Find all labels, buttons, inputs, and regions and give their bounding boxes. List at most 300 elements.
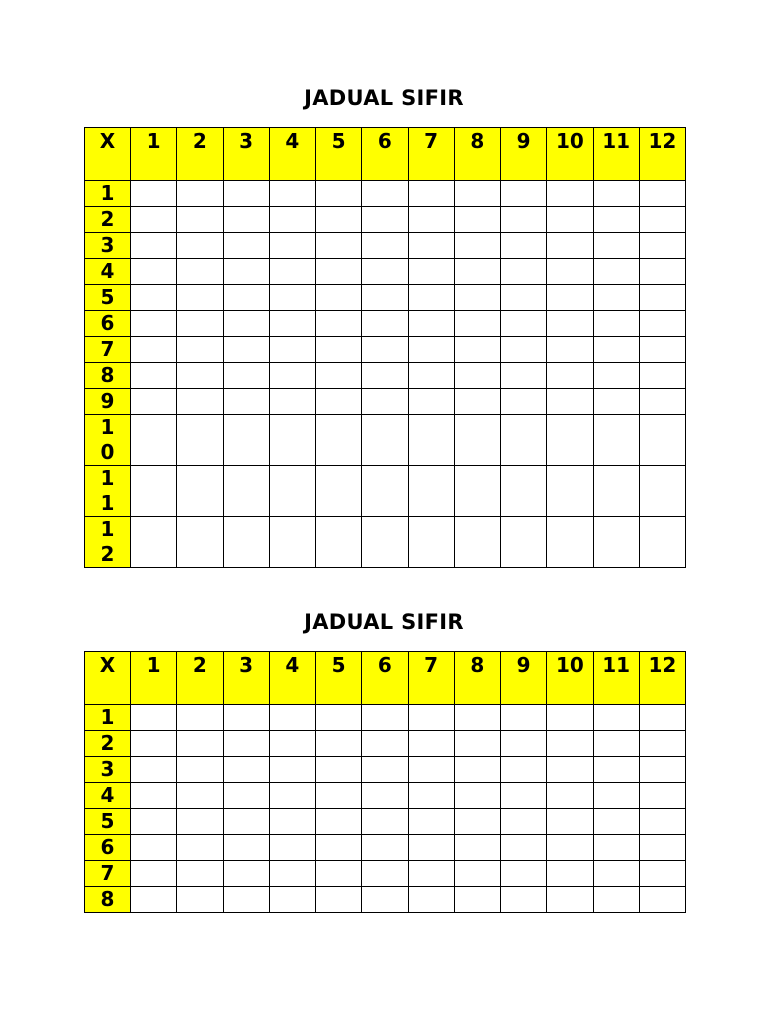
answer-cell[interactable] <box>639 757 685 783</box>
answer-cell[interactable] <box>408 181 454 207</box>
answer-cell[interactable] <box>408 311 454 337</box>
table-row <box>85 517 686 568</box>
answer-cell[interactable] <box>362 466 408 517</box>
answer-cell[interactable] <box>639 415 685 466</box>
answer-cell[interactable] <box>362 861 408 887</box>
answer-cell[interactable] <box>223 415 269 466</box>
answer-cell[interactable] <box>501 809 547 835</box>
answer-cell[interactable] <box>223 757 269 783</box>
answer-cell[interactable] <box>269 207 315 233</box>
answer-cell[interactable] <box>593 731 639 757</box>
answer-cell[interactable] <box>269 757 315 783</box>
answer-cell[interactable] <box>269 415 315 466</box>
answer-cell[interactable] <box>639 337 685 363</box>
answer-cell[interactable] <box>454 466 500 517</box>
answer-cell[interactable] <box>639 731 685 757</box>
row-header: 3 <box>85 233 131 259</box>
column-header: 3 <box>223 128 269 181</box>
answer-cell[interactable] <box>639 861 685 887</box>
answer-cell[interactable] <box>593 285 639 311</box>
answer-cell[interactable] <box>269 285 315 311</box>
answer-cell[interactable] <box>454 181 500 207</box>
answer-cell[interactable] <box>269 835 315 861</box>
answer-cell[interactable] <box>177 783 223 809</box>
answer-cell[interactable] <box>639 783 685 809</box>
answer-cell[interactable] <box>639 809 685 835</box>
answer-cell[interactable] <box>501 207 547 233</box>
table-row <box>85 705 686 731</box>
answer-cell[interactable] <box>454 783 500 809</box>
answer-cell[interactable] <box>408 783 454 809</box>
row-header: 1 <box>85 181 131 207</box>
answer-cell[interactable] <box>639 259 685 285</box>
answer-cell[interactable] <box>269 233 315 259</box>
answer-cell[interactable] <box>223 835 269 861</box>
answer-cell[interactable] <box>593 181 639 207</box>
answer-cell[interactable] <box>362 783 408 809</box>
answer-cell[interactable] <box>362 389 408 415</box>
answer-cell[interactable] <box>547 466 593 517</box>
column-header: 5 <box>316 128 362 181</box>
answer-cell[interactable] <box>501 233 547 259</box>
answer-cell[interactable] <box>362 233 408 259</box>
answer-cell[interactable] <box>639 517 685 568</box>
answer-cell[interactable] <box>269 783 315 809</box>
answer-cell[interactable] <box>316 861 362 887</box>
answer-cell[interactable] <box>223 337 269 363</box>
answer-cell[interactable] <box>547 285 593 311</box>
answer-cell[interactable] <box>269 809 315 835</box>
table-row <box>85 233 686 259</box>
table-row <box>85 783 686 809</box>
answer-cell[interactable] <box>269 861 315 887</box>
answer-cell[interactable] <box>316 466 362 517</box>
answer-cell[interactable] <box>547 705 593 731</box>
answer-cell[interactable] <box>223 783 269 809</box>
answer-cell[interactable] <box>177 259 223 285</box>
answer-cell[interactable] <box>131 835 177 861</box>
answer-cell[interactable] <box>547 415 593 466</box>
answer-cell[interactable] <box>547 181 593 207</box>
answer-cell[interactable] <box>501 783 547 809</box>
answer-cell[interactable] <box>593 233 639 259</box>
row-header: 6 <box>85 311 131 337</box>
table-row <box>85 887 686 913</box>
answer-cell[interactable] <box>593 466 639 517</box>
answer-cell[interactable] <box>593 363 639 389</box>
answer-cell[interactable] <box>408 835 454 861</box>
answer-cell[interactable] <box>454 259 500 285</box>
answer-cell[interactable] <box>223 887 269 913</box>
table-row <box>85 337 686 363</box>
answer-cell[interactable] <box>501 731 547 757</box>
answer-cell[interactable] <box>177 363 223 389</box>
answer-cell[interactable] <box>547 233 593 259</box>
table-row <box>85 285 686 311</box>
answer-cell[interactable] <box>408 259 454 285</box>
answer-cell[interactable] <box>223 705 269 731</box>
table-row <box>85 757 686 783</box>
answer-cell[interactable] <box>316 259 362 285</box>
table-row <box>85 389 686 415</box>
answer-cell[interactable] <box>547 887 593 913</box>
answer-cell[interactable] <box>362 363 408 389</box>
answer-cell[interactable] <box>316 311 362 337</box>
answer-cell[interactable] <box>177 233 223 259</box>
answer-cell[interactable] <box>408 809 454 835</box>
answer-cell[interactable] <box>593 809 639 835</box>
answer-cell[interactable] <box>362 337 408 363</box>
answer-cell[interactable] <box>362 181 408 207</box>
answer-cell[interactable] <box>131 783 177 809</box>
answer-cell[interactable] <box>408 415 454 466</box>
answer-cell[interactable] <box>316 731 362 757</box>
answer-cell[interactable] <box>177 466 223 517</box>
answer-cell[interactable] <box>131 731 177 757</box>
answer-cell[interactable] <box>316 783 362 809</box>
column-header: 9 <box>501 128 547 181</box>
answer-cell[interactable] <box>639 285 685 311</box>
answer-cell[interactable] <box>501 835 547 861</box>
column-header: 2 <box>177 652 223 705</box>
answer-cell[interactable] <box>177 757 223 783</box>
answer-cell[interactable] <box>131 466 177 517</box>
row-header: 2 <box>85 207 131 233</box>
answer-cell[interactable] <box>362 259 408 285</box>
answer-cell[interactable] <box>177 887 223 913</box>
table-row <box>85 207 686 233</box>
answer-cell[interactable] <box>408 757 454 783</box>
answer-cell[interactable] <box>547 389 593 415</box>
answer-cell[interactable] <box>593 517 639 568</box>
answer-cell[interactable] <box>593 311 639 337</box>
answer-cell[interactable] <box>316 389 362 415</box>
answer-cell[interactable] <box>408 363 454 389</box>
answer-cell[interactable] <box>269 705 315 731</box>
answer-cell[interactable] <box>501 363 547 389</box>
row-header: 4 <box>85 259 131 285</box>
column-header: 10 <box>547 128 593 181</box>
answer-cell[interactable] <box>547 835 593 861</box>
table-row <box>85 731 686 757</box>
answer-cell[interactable] <box>269 887 315 913</box>
answer-cell[interactable] <box>501 259 547 285</box>
column-header: 1 <box>131 652 177 705</box>
answer-cell[interactable] <box>408 285 454 311</box>
answer-cell[interactable] <box>223 181 269 207</box>
answer-cell[interactable] <box>316 809 362 835</box>
answer-cell[interactable] <box>408 389 454 415</box>
answer-cell[interactable] <box>131 311 177 337</box>
answer-cell[interactable] <box>593 887 639 913</box>
answer-cell[interactable] <box>639 233 685 259</box>
answer-cell[interactable] <box>639 887 685 913</box>
answer-cell[interactable] <box>454 207 500 233</box>
answer-cell[interactable] <box>408 731 454 757</box>
page-title: JADUAL SIFIR <box>304 86 464 110</box>
answer-cell[interactable] <box>223 363 269 389</box>
answer-cell[interactable] <box>131 861 177 887</box>
answer-cell[interactable] <box>131 285 177 311</box>
table-row <box>85 181 686 207</box>
answer-cell[interactable] <box>131 415 177 466</box>
row-header: 7 <box>85 337 131 363</box>
answer-cell[interactable] <box>269 181 315 207</box>
answer-cell[interactable] <box>177 809 223 835</box>
column-header: 6 <box>362 652 408 705</box>
answer-cell[interactable] <box>177 415 223 466</box>
answer-cell[interactable] <box>177 207 223 233</box>
table-header-row <box>85 128 686 181</box>
column-header: 1 <box>131 128 177 181</box>
answer-cell[interactable] <box>362 731 408 757</box>
table-row <box>85 259 686 285</box>
answer-cell[interactable] <box>223 285 269 311</box>
row-header: 7 <box>85 861 131 887</box>
row-header: 10 <box>85 415 131 466</box>
answer-cell[interactable] <box>408 233 454 259</box>
answer-cell[interactable] <box>501 517 547 568</box>
answer-cell[interactable] <box>362 809 408 835</box>
answer-cell[interactable] <box>593 783 639 809</box>
column-header: 10 <box>547 652 593 705</box>
answer-cell[interactable] <box>177 181 223 207</box>
answer-cell[interactable] <box>547 207 593 233</box>
answer-cell[interactable] <box>639 311 685 337</box>
answer-cell[interactable] <box>269 517 315 568</box>
answer-cell[interactable] <box>639 207 685 233</box>
answer-cell[interactable] <box>177 517 223 568</box>
answer-cell[interactable] <box>316 517 362 568</box>
answer-cell[interactable] <box>177 389 223 415</box>
answer-cell[interactable] <box>408 337 454 363</box>
column-header: 11 <box>593 128 639 181</box>
answer-cell[interactable] <box>131 705 177 731</box>
answer-cell[interactable] <box>223 233 269 259</box>
answer-cell[interactable] <box>316 285 362 311</box>
answer-cell[interactable] <box>501 337 547 363</box>
table-row <box>85 311 686 337</box>
answer-cell[interactable] <box>223 809 269 835</box>
answer-cell[interactable] <box>408 207 454 233</box>
answer-cell[interactable] <box>593 337 639 363</box>
answer-cell[interactable] <box>362 207 408 233</box>
answer-cell[interactable] <box>501 466 547 517</box>
answer-cell[interactable] <box>547 783 593 809</box>
column-header: 7 <box>408 652 454 705</box>
answer-cell[interactable] <box>316 705 362 731</box>
answer-cell[interactable] <box>501 311 547 337</box>
corner-label: X <box>85 652 131 705</box>
answer-cell[interactable] <box>131 757 177 783</box>
answer-cell[interactable] <box>501 389 547 415</box>
answer-cell[interactable] <box>454 705 500 731</box>
answer-cell[interactable] <box>547 757 593 783</box>
table-row <box>85 835 686 861</box>
answer-cell[interactable] <box>177 337 223 363</box>
answer-cell[interactable] <box>408 466 454 517</box>
answer-cell[interactable] <box>408 887 454 913</box>
answer-cell[interactable] <box>177 285 223 311</box>
answer-cell[interactable] <box>639 181 685 207</box>
answer-cell[interactable] <box>454 757 500 783</box>
answer-cell[interactable] <box>223 311 269 337</box>
answer-cell[interactable] <box>269 363 315 389</box>
answer-cell[interactable] <box>269 466 315 517</box>
answer-cell[interactable] <box>501 705 547 731</box>
answer-cell[interactable] <box>593 705 639 731</box>
answer-cell[interactable] <box>593 757 639 783</box>
page-title: JADUAL SIFIR <box>304 610 464 634</box>
answer-cell[interactable] <box>131 233 177 259</box>
answer-cell[interactable] <box>639 389 685 415</box>
answer-cell[interactable] <box>362 705 408 731</box>
answer-cell[interactable] <box>269 259 315 285</box>
answer-cell[interactable] <box>223 466 269 517</box>
answer-cell[interactable] <box>131 887 177 913</box>
answer-cell[interactable] <box>454 363 500 389</box>
column-header: 3 <box>223 652 269 705</box>
column-header: 4 <box>269 652 315 705</box>
answer-cell[interactable] <box>501 887 547 913</box>
answer-cell[interactable] <box>316 415 362 466</box>
answer-cell[interactable] <box>131 389 177 415</box>
answer-cell[interactable] <box>547 337 593 363</box>
answer-cell[interactable] <box>501 861 547 887</box>
answer-cell[interactable] <box>454 389 500 415</box>
table-row <box>85 861 686 887</box>
answer-cell[interactable] <box>639 363 685 389</box>
answer-cell[interactable] <box>593 207 639 233</box>
answer-cell[interactable] <box>269 337 315 363</box>
answer-cell[interactable] <box>408 705 454 731</box>
column-header: 7 <box>408 128 454 181</box>
answer-cell[interactable] <box>593 389 639 415</box>
answer-cell[interactable] <box>316 337 362 363</box>
answer-cell[interactable] <box>131 259 177 285</box>
answer-cell[interactable] <box>454 285 500 311</box>
answer-cell[interactable] <box>269 389 315 415</box>
answer-cell[interactable] <box>223 389 269 415</box>
answer-cell[interactable] <box>177 311 223 337</box>
answer-cell[interactable] <box>547 311 593 337</box>
answer-cell[interactable] <box>223 517 269 568</box>
answer-cell[interactable] <box>362 311 408 337</box>
answer-cell[interactable] <box>547 809 593 835</box>
answer-cell[interactable] <box>547 731 593 757</box>
answer-cell[interactable] <box>593 415 639 466</box>
answer-cell[interactable] <box>547 259 593 285</box>
row-header: 2 <box>85 731 131 757</box>
answer-cell[interactable] <box>408 861 454 887</box>
answer-cell[interactable] <box>454 337 500 363</box>
answer-cell[interactable] <box>131 363 177 389</box>
row-header: 9 <box>85 389 131 415</box>
column-header: 2 <box>177 128 223 181</box>
row-header: 4 <box>85 783 131 809</box>
table-row <box>85 415 686 466</box>
answer-cell[interactable] <box>593 259 639 285</box>
corner-label: X <box>85 128 131 181</box>
answer-cell[interactable] <box>547 861 593 887</box>
answer-cell[interactable] <box>316 233 362 259</box>
answer-cell[interactable] <box>316 757 362 783</box>
answer-cell[interactable] <box>454 835 500 861</box>
answer-cell[interactable] <box>547 517 593 568</box>
answer-cell[interactable] <box>177 835 223 861</box>
answer-cell[interactable] <box>454 731 500 757</box>
answer-cell[interactable] <box>362 757 408 783</box>
row-header: 5 <box>85 809 131 835</box>
answer-cell[interactable] <box>131 809 177 835</box>
row-header: 1 <box>85 705 131 731</box>
answer-cell[interactable] <box>362 517 408 568</box>
row-header: 8 <box>85 887 131 913</box>
answer-cell[interactable] <box>639 466 685 517</box>
answer-cell[interactable] <box>223 259 269 285</box>
answer-cell[interactable] <box>501 757 547 783</box>
answer-cell[interactable] <box>223 861 269 887</box>
row-header: 3 <box>85 757 131 783</box>
answer-cell[interactable] <box>223 731 269 757</box>
table-header-row <box>85 652 686 705</box>
answer-cell[interactable] <box>316 181 362 207</box>
answer-cell[interactable] <box>593 861 639 887</box>
row-header: 11 <box>85 466 131 517</box>
answer-cell[interactable] <box>639 705 685 731</box>
answer-cell[interactable] <box>177 705 223 731</box>
column-header: 9 <box>501 652 547 705</box>
column-header: 8 <box>454 652 500 705</box>
table-row <box>85 466 686 517</box>
column-header: 11 <box>593 652 639 705</box>
answer-cell[interactable] <box>316 363 362 389</box>
answer-cell[interactable] <box>454 517 500 568</box>
answer-cell[interactable] <box>454 887 500 913</box>
answer-cell[interactable] <box>454 809 500 835</box>
table-row <box>85 809 686 835</box>
answer-cell[interactable] <box>362 835 408 861</box>
answer-cell[interactable] <box>501 285 547 311</box>
answer-cell[interactable] <box>131 207 177 233</box>
answer-cell[interactable] <box>454 861 500 887</box>
answer-cell[interactable] <box>131 517 177 568</box>
answer-cell[interactable] <box>316 835 362 861</box>
answer-cell[interactable] <box>501 415 547 466</box>
answer-cell[interactable] <box>269 731 315 757</box>
answer-cell[interactable] <box>454 311 500 337</box>
answer-cell[interactable] <box>131 337 177 363</box>
answer-cell[interactable] <box>269 311 315 337</box>
answer-cell[interactable] <box>362 285 408 311</box>
answer-cell[interactable] <box>131 181 177 207</box>
answer-cell[interactable] <box>547 363 593 389</box>
answer-cell[interactable] <box>177 861 223 887</box>
answer-cell[interactable] <box>639 835 685 861</box>
answer-cell[interactable] <box>501 181 547 207</box>
answer-cell[interactable] <box>454 233 500 259</box>
answer-cell[interactable] <box>223 207 269 233</box>
table-row <box>85 363 686 389</box>
answer-cell[interactable] <box>316 887 362 913</box>
answer-cell[interactable] <box>177 731 223 757</box>
answer-cell[interactable] <box>454 415 500 466</box>
answer-cell[interactable] <box>316 207 362 233</box>
answer-cell[interactable] <box>408 517 454 568</box>
answer-cell[interactable] <box>362 415 408 466</box>
answer-cell[interactable] <box>593 835 639 861</box>
answer-cell[interactable] <box>362 887 408 913</box>
